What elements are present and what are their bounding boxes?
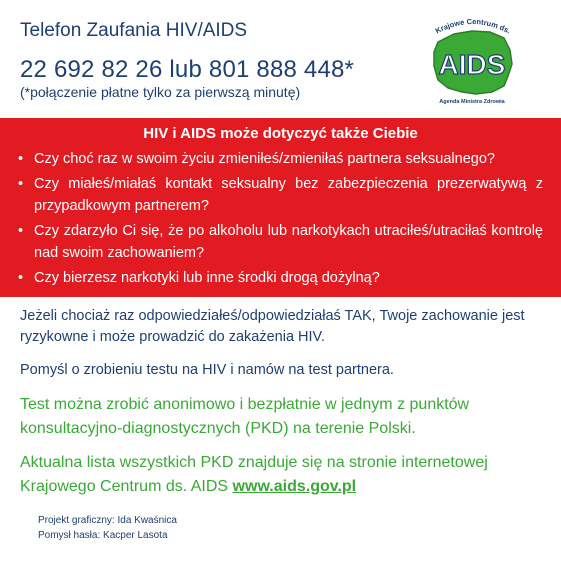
list-item <box>18 173 543 217</box>
list-item <box>18 148 543 170</box>
risk-paragraph: Jeżeli chociaż raz odpowiedziałeś/odpowiedziałaś TAK, Twoje zachowanie jest ryzykowne i może prowadzić do zakażenia HIV. <box>20 308 525 345</box>
logo-word: AIDS <box>438 49 506 80</box>
aids-logo <box>420 12 525 107</box>
bullet-icon: • <box>18 270 24 286</box>
anonymous-test-paragraph: Test można zrobić anonimowo i bezpłatnie w jednym z punktów konsultacyjno-diagnostycznych (PKD) na terenie Polski. <box>20 396 470 437</box>
list-item <box>18 267 543 289</box>
slogan-credit: Pomysł hasła: Kacper Lasota <box>38 530 168 541</box>
question-text: Czy zdarzyło Ci się, że po alkoholu lub narkotykach utraciłeś/utraciłaś kontrolę nad swoim zachowaniem? <box>34 223 543 261</box>
helpline-numbers: 22 692 82 26 lub 801 888 448* <box>20 56 355 83</box>
risk-questions-panel <box>0 118 561 297</box>
helpline-title: Telefon Zaufania HIV/AIDS <box>20 20 248 41</box>
bullet-icon: • <box>18 151 24 167</box>
aids-poland-map-logo-icon <box>420 12 525 107</box>
pkd-list-text: Aktualna lista wszystkich PKD znajduje się na stronie internetowej Krajowego Centrum ds. AIDS <box>20 454 488 495</box>
header <box>0 0 561 115</box>
question-list <box>18 148 543 292</box>
question-text: Czy choć raz w swoim życiu zmieniłeś/zmieniłaś partnera seksualnego? <box>34 151 495 167</box>
panel-heading: HIV i AIDS może dotyczyć także Ciebie <box>143 125 418 142</box>
design-credit: Projekt graficzny: Ida Kwaśnica <box>38 515 177 526</box>
pkd-list-paragraph <box>20 451 542 499</box>
helpline-note: (*połączenie płatne tylko za pierwszą minutę) <box>20 84 301 100</box>
question-text: Czy miałeś/miałaś kontakt seksualny bez zabezpieczenia prezerwatywą z przypadkowym partnerem? <box>34 176 543 214</box>
list-item <box>18 220 543 264</box>
test-suggestion-paragraph: Pomyśl o zrobieniu testu na HIV i namów na test partnera. <box>20 362 394 378</box>
bullet-icon: • <box>18 176 24 192</box>
bullet-icon: • <box>18 223 24 239</box>
logo-bottom-text: Agenda Ministra Zdrowia <box>439 99 505 105</box>
website-link[interactable]: www.aids.gov.pl <box>232 478 357 495</box>
question-text: Czy bierzesz narkotyki lub inne środki drogą dożylną? <box>34 270 380 286</box>
logo-top-text: Krajowe Centrum ds. <box>433 16 513 36</box>
